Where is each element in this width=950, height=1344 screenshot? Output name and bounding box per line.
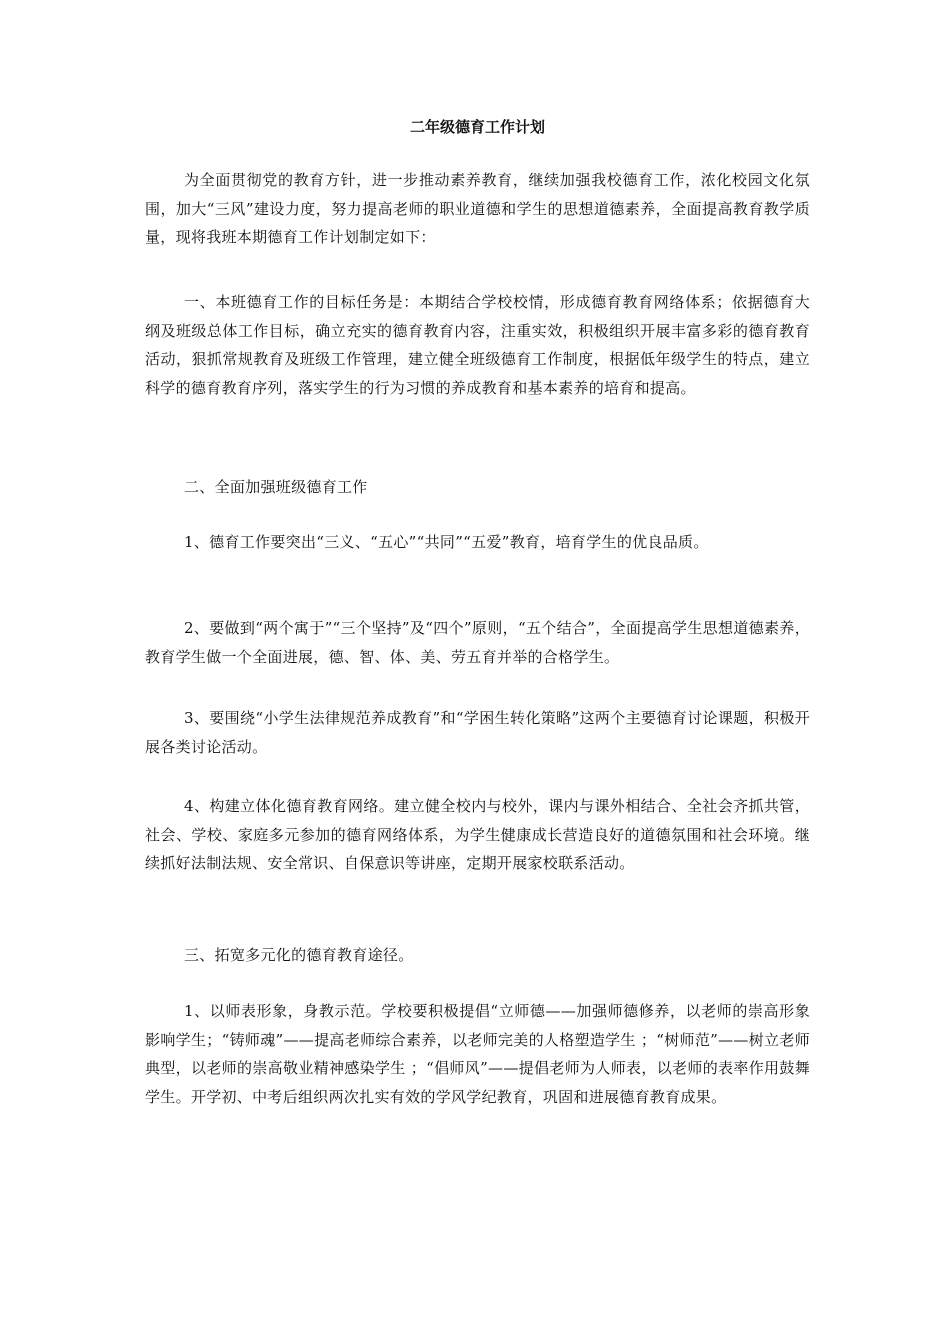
section-3-item-1: 1、以师表形象，身教示范。学校要积极提倡“立师德——加强师德修养，以老师的崇高形象影响学生；“铸师魂”——提高老师综合素养，以老师完美的人格塑造学生 ；“树师范”——树立老师典型，以老师的崇高敬业精神感染学生 ；“倡师风”——提倡老师为人师表，以老师的表率作用鼓舞学生。开学初、中考后组织两次扎实有效的学风学纪教育，巩固和进展德育教育成果。	[145, 1002, 810, 1106]
section-2-item-3: 3、要围绕“小学生法律规范养成教育”和“学困生转化策略”这两个主要德育讨论课题，积极开展各类讨论活动。	[145, 709, 810, 756]
section-2-item-2: 2、要做到“两个寓于”“三个坚持”及“四个”原则，“五个结合”，全面提高学生思想道德素养，教育学生做一个全面进展，德、智、体、美、劳五育并举的合格学生。	[145, 619, 810, 666]
section-1-paragraph: 一、本班德育工作的目标任务是：本期结合学校校情，形成德育教育网络体系；依据德育大纲及班级总体工作目标，确立充实的德育教育内容，注重实效，积极组织开展丰富多彩的德育教育活动，狠抓常规教育及班级工作管理，建立健全班级德育工作制度，根据低年级学生的特点，建立科学的德育教育序列，落实学生的行为习惯的养成教育和基本素养的培育和提高。	[145, 293, 810, 397]
intro-paragraph: 为全面贯彻党的教育方针，进一步推动素养教育，继续加强我校德育工作，浓化校园文化氛围，加大“三风”建设力度，努力提高老师的职业道德和学生的思想道德素养，全面提高教育教学质量，现将我班本期德育工作计划制定如下：	[145, 171, 810, 247]
document-title: 二年级德育工作计划	[409, 118, 545, 136]
section-3-heading: 三、拓宽多元化的德育教育途径。	[184, 946, 414, 964]
section-2-item-1: 1、德育工作要突出“三义、“五心”“共同”“五爱”教育，培育学生的优良品质。	[184, 533, 709, 551]
section-2-heading: 二、全面加强班级德育工作	[184, 478, 368, 496]
section-2-item-4: 4、构建立体化德育教育网络。建立健全校内与校外，课内与课外相结合、全社会齐抓共管，社会、学校、家庭多元参加的德育网络体系，为学生健康成长营造良好的道德氛围和社会环境。继续抓好法制法规、安全常识、自保意识等讲座，定期开展家校联系活动。	[145, 797, 810, 873]
